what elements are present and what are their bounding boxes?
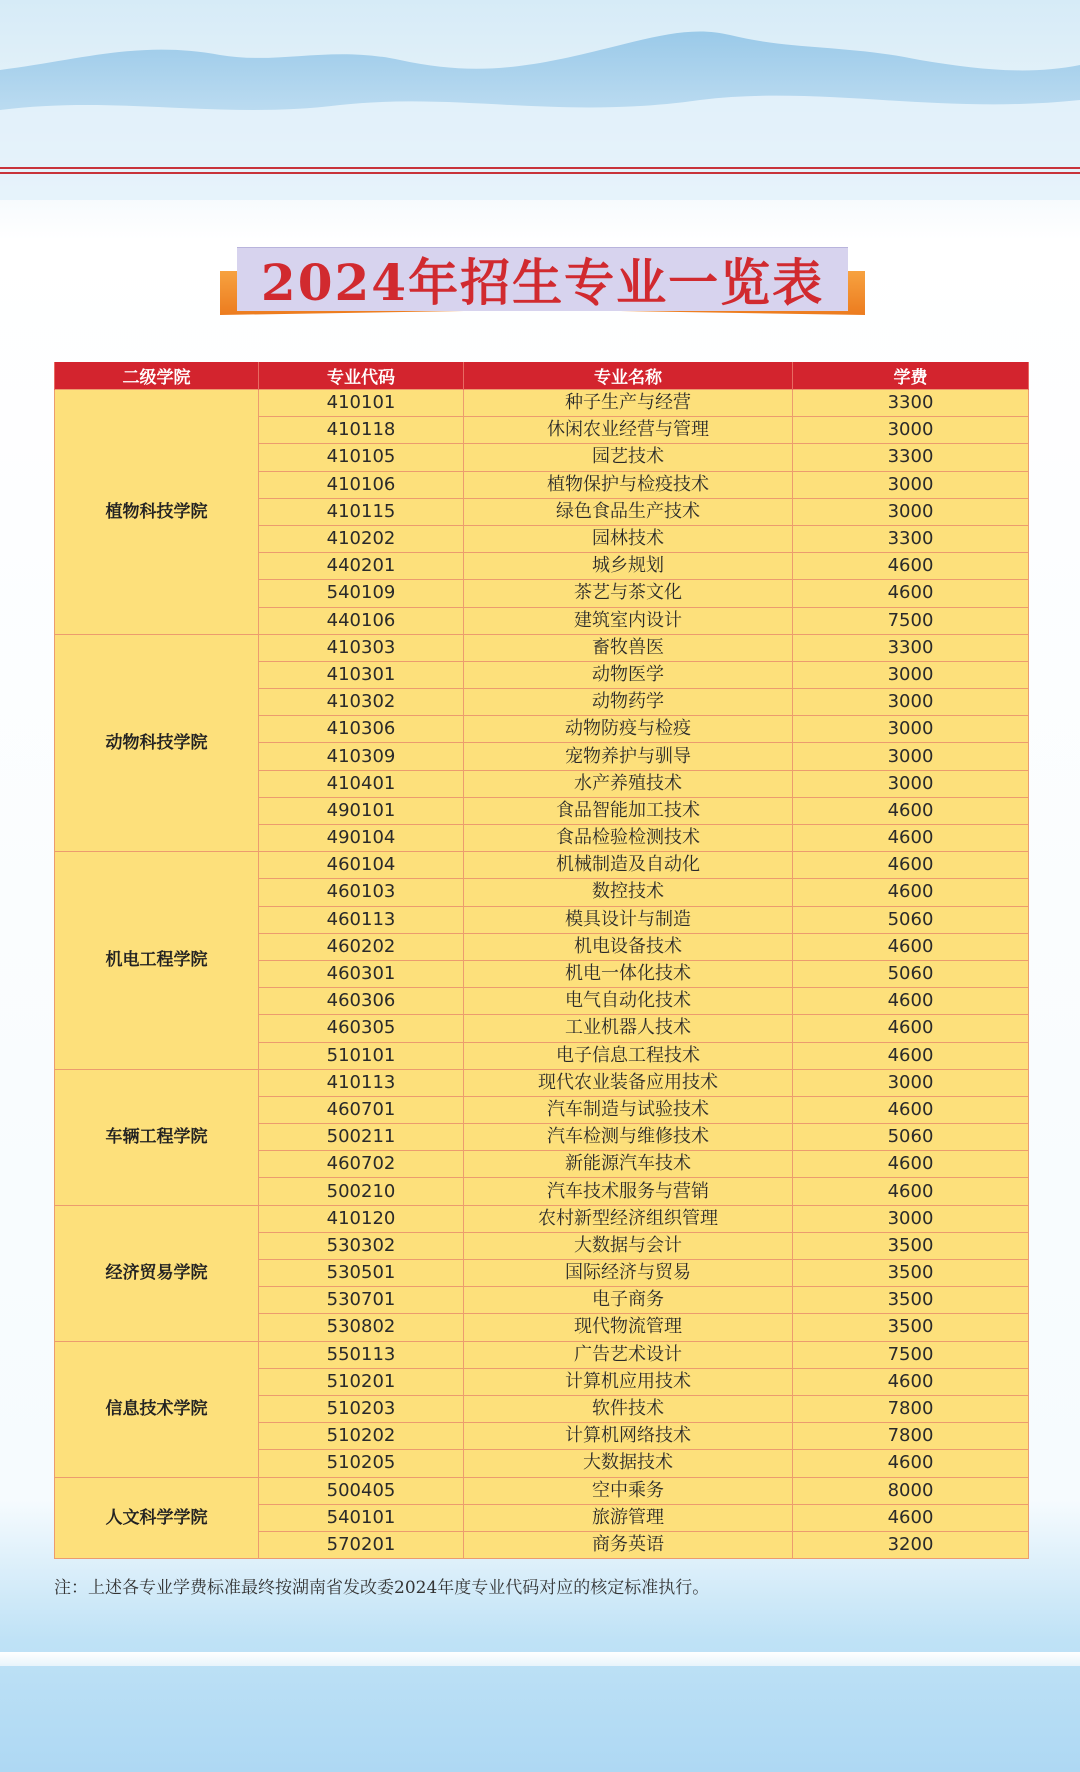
code-cell: 490104	[259, 825, 464, 852]
code-cell: 410105	[259, 444, 464, 471]
major-name-cell: 新能源汽车技术	[464, 1151, 793, 1178]
fee-cell: 7500	[793, 607, 1029, 634]
fee-cell: 7800	[793, 1423, 1029, 1450]
major-name-cell: 食品检验检测技术	[464, 825, 793, 852]
fee-cell: 4600	[793, 852, 1029, 879]
college-cell: 经济贸易学院	[55, 1205, 259, 1341]
fee-cell: 3500	[793, 1232, 1029, 1259]
college-cell: 植物科技学院	[55, 390, 259, 635]
major-name-cell: 国际经济与贸易	[464, 1260, 793, 1287]
code-cell: 460701	[259, 1096, 464, 1123]
code-cell: 540109	[259, 580, 464, 607]
code-cell: 510205	[259, 1450, 464, 1477]
fee-cell: 3500	[793, 1260, 1029, 1287]
code-cell: 410302	[259, 689, 464, 716]
major-name-cell: 宠物养护与驯导	[464, 743, 793, 770]
major-name-cell: 大数据技术	[464, 1450, 793, 1477]
major-name-cell: 农村新型经济组织管理	[464, 1205, 793, 1232]
title-box	[237, 247, 848, 311]
page-title: 2024年招生专业一览表	[260, 253, 825, 312]
fee-cell: 3000	[793, 743, 1029, 770]
title-banner	[220, 243, 865, 333]
footnote: 注：上述各专业学费标准最终按湖南省发改委2024年度专业代码对应的核定标准执行。	[54, 1578, 710, 1598]
code-cell: 410301	[259, 661, 464, 688]
table-row	[55, 852, 1029, 879]
fee-cell: 5060	[793, 1124, 1029, 1151]
college-cell: 人文科学学院	[55, 1477, 259, 1559]
code-cell: 410120	[259, 1205, 464, 1232]
fee-cell: 3000	[793, 770, 1029, 797]
major-name-cell: 汽车检测与维修技术	[464, 1124, 793, 1151]
major-name-cell: 大数据与会计	[464, 1232, 793, 1259]
fee-cell: 4600	[793, 1096, 1029, 1123]
major-name-cell: 机电一体化技术	[464, 960, 793, 987]
fee-cell: 3000	[793, 471, 1029, 498]
code-cell: 570201	[259, 1531, 464, 1558]
fee-cell: 4600	[793, 1450, 1029, 1477]
code-cell: 410115	[259, 498, 464, 525]
major-name-cell: 绿色食品生产技术	[464, 498, 793, 525]
code-cell: 460306	[259, 988, 464, 1015]
major-name-cell: 城乡规划	[464, 553, 793, 580]
code-cell: 530802	[259, 1314, 464, 1341]
fee-cell: 5060	[793, 960, 1029, 987]
code-cell: 410309	[259, 743, 464, 770]
major-name-cell: 空中乘务	[464, 1477, 793, 1504]
code-cell: 460202	[259, 933, 464, 960]
code-cell: 410401	[259, 770, 464, 797]
table-row	[55, 1205, 1029, 1232]
code-cell: 540101	[259, 1504, 464, 1531]
fee-cell: 4600	[793, 1151, 1029, 1178]
code-cell: 510201	[259, 1368, 464, 1395]
header-code: 专业代码	[259, 362, 464, 390]
major-name-cell: 茶艺与茶文化	[464, 580, 793, 607]
fee-cell: 4600	[793, 933, 1029, 960]
code-cell: 460104	[259, 852, 464, 879]
major-name-cell: 商务英语	[464, 1531, 793, 1558]
major-name-cell: 水产养殖技术	[464, 770, 793, 797]
code-cell: 460305	[259, 1015, 464, 1042]
major-name-cell: 现代物流管理	[464, 1314, 793, 1341]
code-cell: 500210	[259, 1178, 464, 1205]
major-name-cell: 现代农业装备应用技术	[464, 1069, 793, 1096]
code-cell: 440106	[259, 607, 464, 634]
fee-cell: 3500	[793, 1314, 1029, 1341]
major-name-cell: 动物防疫与检疫	[464, 716, 793, 743]
code-cell: 530501	[259, 1260, 464, 1287]
code-cell: 460702	[259, 1151, 464, 1178]
header-college: 二级学院	[55, 362, 259, 390]
major-name-cell: 模具设计与制造	[464, 906, 793, 933]
table-header-row	[55, 362, 1029, 390]
code-cell: 410101	[259, 390, 464, 417]
major-name-cell: 计算机网络技术	[464, 1423, 793, 1450]
code-cell: 460113	[259, 906, 464, 933]
fee-cell: 3300	[793, 525, 1029, 552]
fee-cell: 7800	[793, 1395, 1029, 1422]
fee-cell: 5060	[793, 906, 1029, 933]
fee-cell: 3200	[793, 1531, 1029, 1558]
major-name-cell: 旅游管理	[464, 1504, 793, 1531]
major-name-cell: 畜牧兽医	[464, 634, 793, 661]
header-fee: 学费	[793, 362, 1029, 390]
major-name-cell: 建筑室内设计	[464, 607, 793, 634]
major-name-cell: 食品智能加工技术	[464, 797, 793, 824]
code-cell: 410306	[259, 716, 464, 743]
fee-cell: 4600	[793, 879, 1029, 906]
fee-cell: 3000	[793, 498, 1029, 525]
code-cell: 410303	[259, 634, 464, 661]
code-cell: 510202	[259, 1423, 464, 1450]
fee-cell: 3300	[793, 634, 1029, 661]
major-name-cell: 电气自动化技术	[464, 988, 793, 1015]
fee-cell: 4600	[793, 580, 1029, 607]
fee-cell: 3500	[793, 1287, 1029, 1314]
code-cell: 500211	[259, 1124, 464, 1151]
major-name-cell: 休闲农业经营与管理	[464, 417, 793, 444]
fee-cell: 4600	[793, 988, 1029, 1015]
code-cell: 460103	[259, 879, 464, 906]
fee-cell: 3000	[793, 417, 1029, 444]
major-name-cell: 机电设备技术	[464, 933, 793, 960]
table-row	[55, 634, 1029, 661]
fee-cell: 3000	[793, 716, 1029, 743]
fee-cell: 4600	[793, 1504, 1029, 1531]
code-cell: 510101	[259, 1042, 464, 1069]
fee-cell: 3300	[793, 390, 1029, 417]
major-name-cell: 机械制造及自动化	[464, 852, 793, 879]
table-row	[55, 390, 1029, 417]
code-cell: 500405	[259, 1477, 464, 1504]
major-name-cell: 汽车技术服务与营销	[464, 1178, 793, 1205]
major-name-cell: 广告艺术设计	[464, 1341, 793, 1368]
table-row	[55, 1341, 1029, 1368]
major-name-cell: 植物保护与检疫技术	[464, 471, 793, 498]
college-cell: 动物科技学院	[55, 634, 259, 852]
major-name-cell: 数控技术	[464, 879, 793, 906]
fee-cell: 4600	[793, 825, 1029, 852]
code-cell: 410113	[259, 1069, 464, 1096]
major-name-cell: 种子生产与经营	[464, 390, 793, 417]
fee-cell: 3000	[793, 661, 1029, 688]
code-cell: 410106	[259, 471, 464, 498]
major-name-cell: 计算机应用技术	[464, 1368, 793, 1395]
code-cell: 530701	[259, 1287, 464, 1314]
header-major-name: 专业名称	[464, 362, 793, 390]
code-cell: 530302	[259, 1232, 464, 1259]
fee-cell: 7500	[793, 1341, 1029, 1368]
fee-cell: 4600	[793, 1178, 1029, 1205]
fee-cell: 4600	[793, 553, 1029, 580]
code-cell: 460301	[259, 960, 464, 987]
college-cell: 车辆工程学院	[55, 1069, 259, 1205]
table-body	[55, 390, 1029, 1559]
major-name-cell: 软件技术	[464, 1395, 793, 1422]
major-name-cell: 电子商务	[464, 1287, 793, 1314]
college-cell: 机电工程学院	[55, 852, 259, 1070]
code-cell: 410118	[259, 417, 464, 444]
major-name-cell: 工业机器人技术	[464, 1015, 793, 1042]
fee-cell: 4600	[793, 797, 1029, 824]
major-name-cell: 汽车制造与试验技术	[464, 1096, 793, 1123]
fee-cell: 3000	[793, 1205, 1029, 1232]
fee-cell: 3000	[793, 689, 1029, 716]
code-cell: 510203	[259, 1395, 464, 1422]
red-divider-lines	[0, 167, 1080, 175]
code-cell: 550113	[259, 1341, 464, 1368]
fee-cell: 8000	[793, 1477, 1029, 1504]
bottom-band	[0, 1652, 1080, 1666]
major-name-cell: 园林技术	[464, 525, 793, 552]
table-row	[55, 1069, 1029, 1096]
majors-table	[54, 362, 1029, 1559]
fee-cell: 3300	[793, 444, 1029, 471]
fee-cell: 4600	[793, 1042, 1029, 1069]
fee-cell: 3000	[793, 1069, 1029, 1096]
code-cell: 490101	[259, 797, 464, 824]
major-name-cell: 园艺技术	[464, 444, 793, 471]
fee-cell: 4600	[793, 1015, 1029, 1042]
table-row	[55, 1477, 1029, 1504]
major-name-cell: 动物药学	[464, 689, 793, 716]
major-name-cell: 电子信息工程技术	[464, 1042, 793, 1069]
major-name-cell: 动物医学	[464, 661, 793, 688]
code-cell: 440201	[259, 553, 464, 580]
fee-cell: 4600	[793, 1368, 1029, 1395]
college-cell: 信息技术学院	[55, 1341, 259, 1477]
code-cell: 410202	[259, 525, 464, 552]
